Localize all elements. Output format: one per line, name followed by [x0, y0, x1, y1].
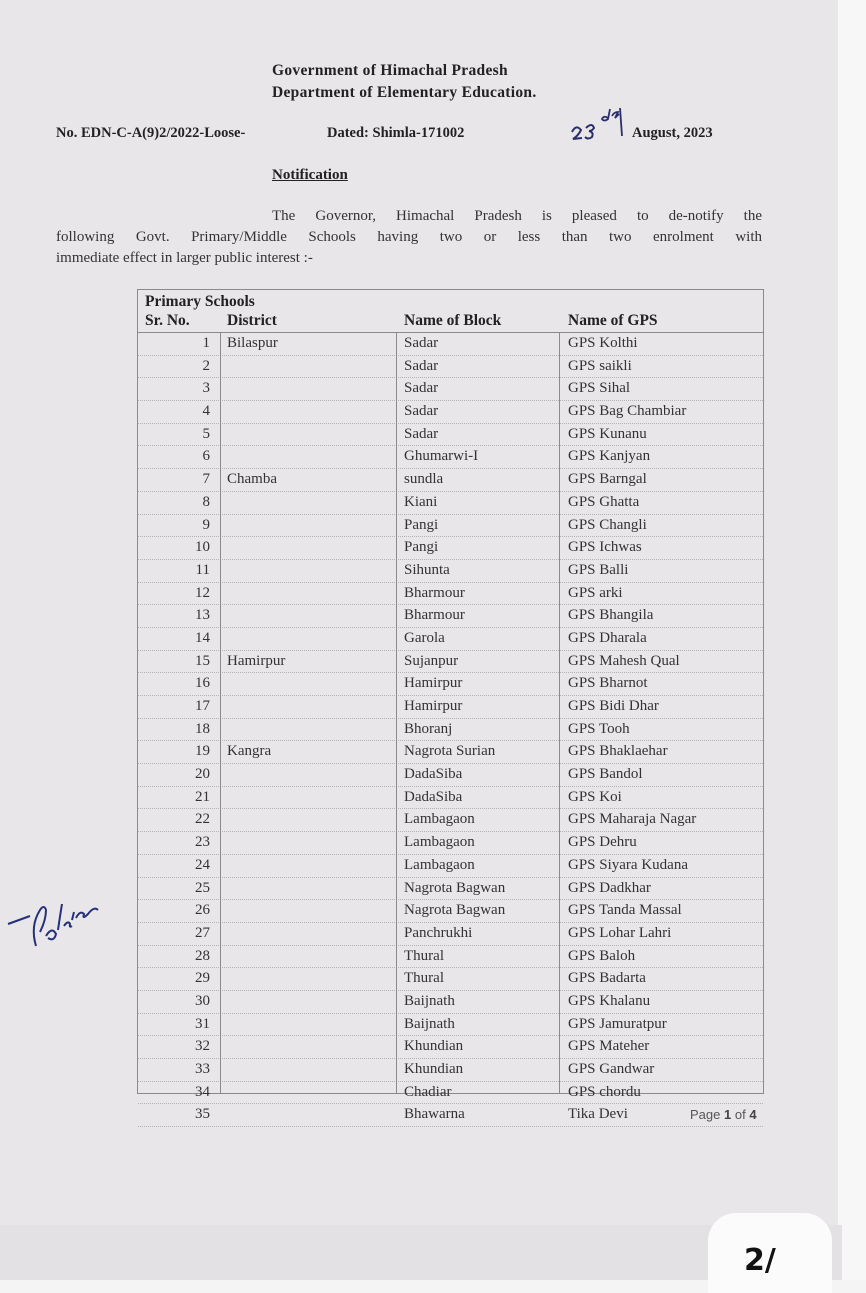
table-row: [138, 764, 763, 787]
cell-gps: GPS Bharnot: [568, 675, 648, 692]
header-district: District: [227, 312, 277, 329]
header-gps: Name of GPS: [568, 312, 658, 329]
table-row: [138, 446, 763, 469]
cell-block: Thural: [404, 947, 444, 964]
cell-sr-no: 16: [195, 675, 210, 692]
table-row: [138, 946, 763, 969]
cell-sr-no: 18: [195, 720, 210, 737]
column-divider: [396, 332, 397, 1093]
cell-sr-no: 23: [195, 834, 210, 851]
cell-block: DadaSiba: [404, 766, 463, 783]
cell-sr-no: 6: [202, 448, 210, 465]
cell-gps: GPS Dharala: [568, 629, 647, 646]
header-block: Name of Block: [404, 312, 502, 329]
notification-body: [56, 206, 762, 269]
badge-label: 2/: [744, 1243, 776, 1278]
table-row: [138, 878, 763, 901]
page-number: [690, 1107, 757, 1122]
cell-gps: GPS Tooh: [568, 720, 630, 737]
cell-gps: GPS Barngal: [568, 471, 647, 488]
cell-block: Sadar: [404, 357, 439, 374]
cell-block: Thural: [404, 970, 444, 987]
dated-place: Dated: Shimla-171002: [327, 125, 465, 141]
table-row: [138, 1036, 763, 1059]
cell-gps: GPS Changli: [568, 516, 647, 533]
table-row: [138, 696, 763, 719]
table-row: [138, 1014, 763, 1037]
cell-sr-no: 3: [202, 380, 210, 397]
cell-block: Bharmour: [404, 607, 465, 624]
cell-gps: GPS Khalanu: [568, 992, 651, 1009]
cell-gps: GPS Tanda Massal: [568, 902, 682, 919]
table-row: [138, 605, 763, 628]
table-row: [138, 583, 763, 606]
handwritten-date-signature: [568, 106, 634, 146]
column-divider: [559, 332, 560, 1093]
cell-block: Bhoranj: [404, 720, 453, 737]
cell-gps: GPS Maharaja Nagar: [568, 811, 697, 828]
cell-block: Nagrota Surian: [404, 743, 496, 760]
table-row: [138, 378, 763, 401]
cell-sr-no: 29: [195, 970, 210, 987]
cell-block: Lambagaon: [404, 811, 475, 828]
cell-gps: GPS Jamuratpur: [568, 1015, 667, 1032]
cell-block: Khundian: [404, 1061, 464, 1077]
cell-gps: GPS Baloh: [568, 947, 636, 964]
cell-block: Panchrukhi: [404, 924, 473, 941]
handwritten-margin-note: [6, 880, 106, 950]
table-row: [138, 719, 763, 742]
cell-sr-no: 19: [195, 743, 210, 760]
cell-gps: GPS Balli: [568, 561, 629, 578]
cell-gps: GPS Ichwas: [568, 539, 642, 556]
table-row: [138, 809, 763, 832]
cell-sr-no: 21: [195, 788, 210, 805]
cell-sr-no: 25: [195, 879, 210, 896]
cell-sr-no: 30: [195, 992, 210, 1009]
cell-sr-no: 10: [195, 539, 210, 556]
table-row: [138, 537, 763, 560]
page-counter-badge: [708, 1213, 832, 1293]
cell-sr-no: 8: [202, 493, 210, 510]
cell-sr-no: 32: [195, 1038, 210, 1055]
govt-header-line2: Department of Elementary Education.: [272, 84, 537, 101]
table-row: [138, 333, 763, 356]
cell-block: Chadiar: [404, 1083, 452, 1100]
cell-sr-no: 34: [195, 1083, 210, 1100]
table-row: [138, 855, 763, 878]
cell-block: Sadar: [404, 425, 439, 442]
govt-header-line1: Government of Himachal Pradesh: [272, 62, 508, 79]
page-current: 1: [724, 1107, 732, 1122]
reference-number: No. EDN-C-A(9)2/2022-Loose-: [56, 125, 246, 141]
cell-district: Bilaspur: [227, 335, 278, 351]
cell-gps: GPS Sihal: [568, 380, 631, 397]
cell-district: Kangra: [227, 743, 272, 760]
table-row: [138, 515, 763, 538]
table-row: [138, 424, 763, 447]
notification-title: Notification: [272, 167, 348, 183]
cell-block: Pangi: [404, 539, 439, 556]
cell-sr-no: 28: [195, 947, 210, 964]
cell-sr-no: 26: [195, 902, 210, 919]
body-line-2: following Govt. Primary/Middle Schools having two or less than two enrolment with: [56, 229, 762, 245]
section-label: Primary Schools: [145, 293, 255, 310]
page-of: of: [734, 1107, 746, 1122]
cell-gps: GPS Kolthi: [568, 335, 638, 351]
table-row: [138, 560, 763, 583]
cell-block: Nagrota Bagwan: [404, 879, 506, 896]
cell-block: Lambagaon: [404, 834, 475, 851]
cell-block: Hamirpur: [404, 675, 463, 692]
cell-sr-no: 24: [195, 856, 210, 873]
cell-gps: GPS Siyara Kudana: [568, 856, 688, 873]
cell-block: Baijnath: [404, 1015, 455, 1032]
cell-gps: GPS Mateher: [568, 1038, 650, 1055]
table-row: [138, 1059, 763, 1082]
cell-gps: GPS Ghatta: [568, 493, 640, 510]
cell-gps: GPS arki: [568, 584, 623, 601]
cell-sr-no: 4: [202, 403, 210, 420]
cell-block: Sujanpur: [404, 652, 459, 669]
cell-gps: GPS Kanjyan: [568, 448, 651, 465]
table-row: [138, 832, 763, 855]
cell-sr-no: 27: [195, 924, 210, 941]
cell-sr-no: 17: [195, 698, 210, 714]
cell-gps: GPS Bandol: [568, 766, 643, 783]
table-row: [138, 787, 763, 810]
table-body: [138, 332, 763, 1127]
cell-sr-no: 2: [202, 357, 210, 374]
cell-block: Baijnath: [404, 992, 455, 1009]
table-row: [138, 628, 763, 651]
cell-gps: GPS Badarta: [568, 970, 646, 987]
cell-gps: Tika Devi: [568, 1106, 628, 1123]
page-prefix: Page: [690, 1107, 721, 1122]
body-line-1: The Governor, Himachal Pradesh is pleased to de-notify the: [272, 208, 762, 224]
cell-gps: GPS Bhangila: [568, 607, 654, 624]
cell-gps: GPS chordu: [568, 1083, 641, 1100]
table-row: [138, 991, 763, 1014]
cell-gps: GPS Bag Chambiar: [568, 403, 687, 420]
cell-block: Hamirpur: [404, 698, 463, 714]
table-row: [138, 923, 763, 946]
cell-sr-no: 7: [202, 471, 210, 488]
cell-sr-no: 22: [195, 811, 210, 828]
table-row: [138, 673, 763, 696]
cell-gps: GPS Dehru: [568, 834, 637, 851]
page-edge: [838, 0, 866, 1280]
date-month-year: August, 2023: [632, 125, 713, 141]
cell-sr-no: 12: [195, 584, 210, 601]
page-total: 4: [749, 1107, 757, 1122]
cell-block: Lambagaon: [404, 856, 475, 873]
cell-block: Bharmour: [404, 584, 465, 601]
cell-block: Kiani: [404, 493, 438, 510]
cell-sr-no: 35: [195, 1106, 210, 1123]
cell-block: Sadar: [404, 380, 439, 397]
cell-gps: GPS Mahesh Qual: [568, 652, 680, 669]
cell-district: Hamirpur: [227, 652, 286, 669]
table-row: [138, 900, 763, 923]
body-line-3: immediate effect in larger public interest :-: [56, 250, 313, 266]
cell-gps: GPS Bhaklaehar: [568, 743, 668, 760]
cell-gps: GPS saikli: [568, 357, 632, 374]
cell-block: Sihunta: [404, 561, 450, 578]
cell-block: Khundian: [404, 1038, 464, 1055]
cell-sr-no: 14: [195, 629, 210, 646]
table-row: [138, 401, 763, 424]
cell-sr-no: 20: [195, 766, 210, 783]
cell-block: Ghumarwi-I: [404, 448, 479, 465]
cell-gps: GPS Gandwar: [568, 1061, 655, 1077]
cell-block: Sadar: [404, 403, 439, 420]
table-row: [138, 968, 763, 991]
cell-sr-no: 31: [195, 1015, 210, 1032]
cell-gps: GPS Koi: [568, 788, 622, 805]
header-sr-no: Sr. No.: [145, 312, 190, 329]
cell-sr-no: 1: [202, 335, 210, 351]
cell-block: Bhawarna: [404, 1106, 465, 1123]
cell-sr-no: 11: [195, 561, 210, 578]
cell-block: Nagrota Bagwan: [404, 902, 506, 919]
cell-block: Sadar: [404, 335, 439, 351]
cell-gps: GPS Bidi Dhar: [568, 698, 659, 714]
cell-sr-no: 33: [195, 1061, 210, 1077]
table-row: [138, 741, 763, 764]
table-row: [138, 356, 763, 379]
cell-gps: GPS Kunanu: [568, 425, 647, 442]
cell-block: Garola: [404, 629, 445, 646]
table-row: [138, 1082, 763, 1105]
cell-sr-no: 5: [202, 425, 210, 442]
table-row: [138, 651, 763, 674]
table-row: [138, 1104, 763, 1127]
cell-gps: GPS Lohar Lahri: [568, 924, 672, 941]
cell-sr-no: 13: [195, 607, 210, 624]
cell-block: DadaSiba: [404, 788, 463, 805]
cell-sr-no: 9: [202, 516, 210, 533]
cell-sr-no: 15: [195, 652, 210, 669]
table-row: [138, 469, 763, 492]
column-divider: [220, 332, 221, 1093]
cell-district: Chamba: [227, 471, 277, 488]
table-row: [138, 492, 763, 515]
cell-gps: GPS Dadkhar: [568, 879, 651, 896]
cell-block: Pangi: [404, 516, 439, 533]
cell-block: sundla: [404, 471, 444, 488]
